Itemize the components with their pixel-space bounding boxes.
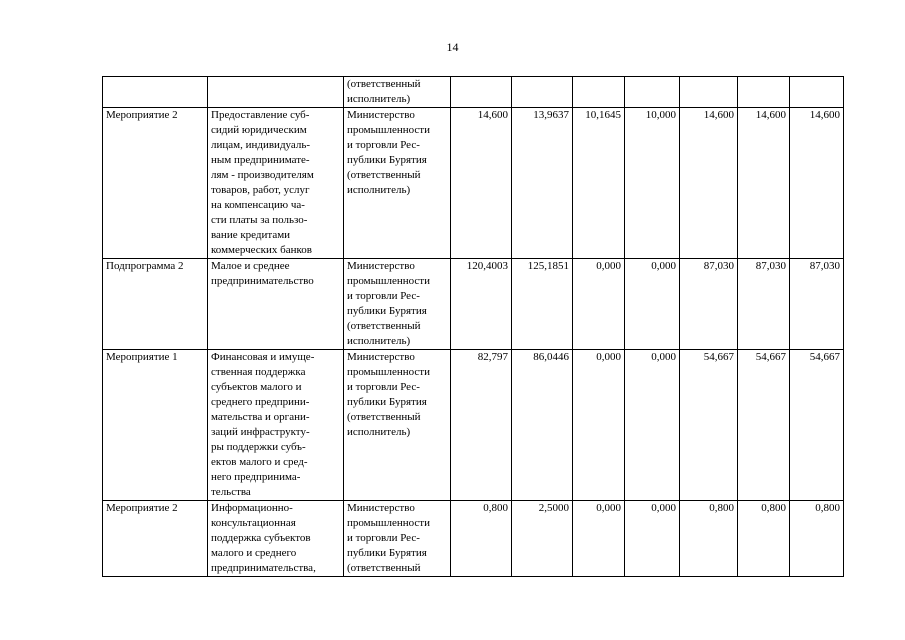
row-executor-cell: Министерство промышленности и торговли Рес- публики Бурятия (ответственный исполнитель)	[344, 350, 451, 501]
row-description-cell	[208, 77, 344, 108]
row-value-cell: 10,000	[625, 108, 680, 259]
row-value-cell	[625, 77, 680, 108]
row-value-cell: 0,000	[573, 350, 625, 501]
row-value-cell: 0,000	[573, 501, 625, 577]
row-value-cell: 13,9637	[512, 108, 573, 259]
row-value-cell: 54,667	[738, 350, 790, 501]
page-number: 14	[446, 40, 459, 54]
row-description-cell: Финансовая и имуще- ственная поддержка субъектов малого и среднего предприни- мательства и органи- заций инфраструкту- ры поддержки субъ- ектов малого и сред- него предпринима- тельства	[208, 350, 344, 501]
table-row	[103, 501, 844, 577]
row-executor-cell: Министерство промышленности и торговли Рес- публики Бурятия (ответственный исполнитель)	[344, 259, 451, 350]
row-description-cell: Малое и среднее предпринимательство	[208, 259, 344, 350]
row-value-cell: 54,667	[680, 350, 738, 501]
row-description-cell: Предоставление суб- сидий юридическим лицам, индивидуаль- ным предпринимате- лям - производителям товаров, работ, услуг на компенсацию ча- сти платы за пользо- вание кредитами коммерческих банков	[208, 108, 344, 259]
row-value-cell: 14,600	[451, 108, 512, 259]
row-executor-cell: (ответственный исполнитель)	[344, 77, 451, 108]
table-row	[103, 77, 844, 108]
row-name-cell: Подпрограмма 2	[103, 259, 208, 350]
row-value-cell: 86,0446	[512, 350, 573, 501]
row-value-cell: 87,030	[738, 259, 790, 350]
row-value-cell: 87,030	[680, 259, 738, 350]
row-value-cell	[512, 77, 573, 108]
row-name-cell: Мероприятие 1	[103, 350, 208, 501]
row-value-cell: 125,1851	[512, 259, 573, 350]
row-value-cell: 0,000	[625, 501, 680, 577]
table-row	[103, 108, 844, 259]
row-value-cell	[680, 77, 738, 108]
row-value-cell	[573, 77, 625, 108]
row-value-cell: 14,600	[790, 108, 844, 259]
row-value-cell: 0,800	[738, 501, 790, 577]
row-value-cell: 2,5000	[512, 501, 573, 577]
row-value-cell	[451, 77, 512, 108]
row-value-cell: 0,800	[451, 501, 512, 577]
row-description-cell: Информационно- консультационная поддержка субъектов малого и среднего предпринимательства,	[208, 501, 344, 577]
row-executor-cell: Министерство промышленности и торговли Рес- публики Бурятия (ответственный	[344, 501, 451, 577]
row-name-cell: Мероприятие 2	[103, 108, 208, 259]
row-value-cell: 14,600	[738, 108, 790, 259]
program-table	[102, 76, 844, 577]
row-value-cell	[790, 77, 844, 108]
row-value-cell: 0,000	[625, 259, 680, 350]
table-row	[103, 350, 844, 501]
table-row	[103, 259, 844, 350]
row-value-cell: 82,797	[451, 350, 512, 501]
row-name-cell: Мероприятие 2	[103, 501, 208, 577]
row-name-cell	[103, 77, 208, 108]
row-executor-cell: Министерство промышленности и торговли Рес- публики Бурятия (ответственный исполнитель)	[344, 108, 451, 259]
row-value-cell	[738, 77, 790, 108]
row-value-cell: 54,667	[790, 350, 844, 501]
row-value-cell: 0,000	[573, 259, 625, 350]
row-value-cell: 14,600	[680, 108, 738, 259]
row-value-cell: 0,800	[790, 501, 844, 577]
row-value-cell: 120,4003	[451, 259, 512, 350]
row-value-cell: 87,030	[790, 259, 844, 350]
row-value-cell: 10,1645	[573, 108, 625, 259]
row-value-cell: 0,000	[625, 350, 680, 501]
row-value-cell: 0,800	[680, 501, 738, 577]
